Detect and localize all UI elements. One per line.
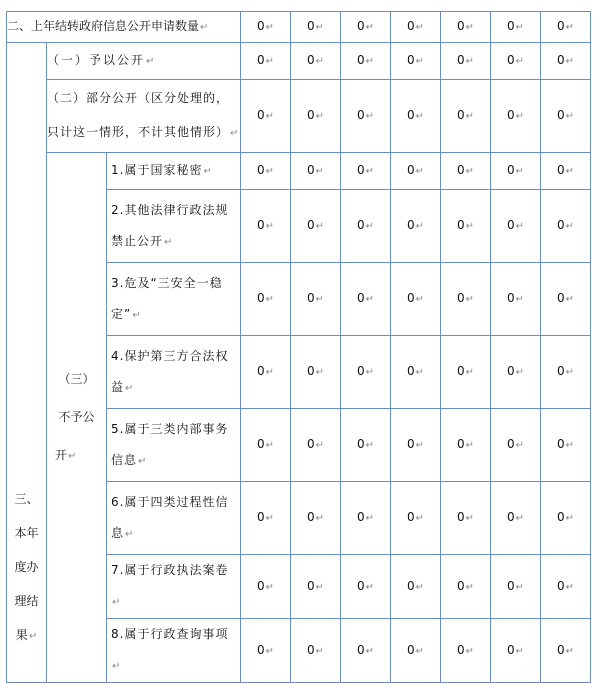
value-cell: 0↵: [291, 80, 341, 153]
value-cell: 0↵: [241, 43, 291, 80]
value-cell: 0↵: [491, 43, 541, 80]
not-disclosed-label-cell: （三） 不予公 开↵: [47, 153, 107, 683]
reason-label-3: 3.危及“三安全一稳 定”↵: [107, 263, 241, 336]
value-cell: 0↵: [241, 263, 291, 336]
value-cell: 0↵: [541, 555, 591, 619]
value-cell: 0↵: [441, 482, 491, 555]
value-cell: 0↵: [491, 619, 541, 683]
value-cell: 0↵: [391, 263, 441, 336]
value-cell: 0↵: [541, 482, 591, 555]
value-cell: 0↵: [541, 409, 591, 482]
value-cell: 0↵: [541, 12, 591, 43]
value-cell: 0↵: [341, 336, 391, 409]
reason-label-1: 1.属于国家秘密↵: [107, 153, 241, 190]
value-cell: 0↵: [541, 190, 591, 263]
table-row-partial: [7, 80, 591, 153]
value-cell: 0↵: [491, 482, 541, 555]
value-cell: 0↵: [491, 80, 541, 153]
value-cell: 0↵: [241, 153, 291, 190]
value-cell: 0↵: [341, 43, 391, 80]
value-cell: 0↵: [541, 263, 591, 336]
table-row-reason-1: [7, 153, 591, 190]
table-row-disclosed: [7, 43, 591, 80]
value-cell: 0↵: [241, 80, 291, 153]
item-label-partial: （二）部分公开（区分处理的， 只计这一情形，不计其他情形）↵: [47, 80, 241, 153]
value-cell: 0↵: [291, 619, 341, 683]
value-cell: 0↵: [441, 409, 491, 482]
value-cell: 0↵: [391, 190, 441, 263]
value-cell: 0↵: [441, 336, 491, 409]
reason-label-4: 4.保护第三方合法权 益↵: [107, 336, 241, 409]
value-cell: 0↵: [291, 43, 341, 80]
value-cell: 0↵: [241, 190, 291, 263]
reason-label-5: 5.属于三类内部事务 信息↵: [107, 409, 241, 482]
value-cell: 0↵: [541, 43, 591, 80]
value-cell: 0↵: [441, 153, 491, 190]
section3-label-cell: 三、 本年 度办 理结 果↵: [7, 43, 47, 683]
value-cell: 0↵: [391, 336, 441, 409]
value-cell: 0↵: [291, 555, 341, 619]
value-cell: 0↵: [391, 153, 441, 190]
value-cell: 0↵: [541, 619, 591, 683]
value-cell: 0↵: [341, 619, 391, 683]
value-cell: 0↵: [441, 190, 491, 263]
value-cell: 0↵: [441, 619, 491, 683]
value-cell: 0↵: [391, 80, 441, 153]
value-cell: 0↵: [291, 190, 341, 263]
value-cell: 0↵: [441, 43, 491, 80]
disclosure-table: [6, 11, 591, 683]
value-cell: 0↵: [291, 153, 341, 190]
value-cell: 0↵: [241, 12, 291, 43]
value-cell: 0↵: [291, 409, 341, 482]
item-label-disclosed: （一）予以公开↵: [47, 43, 241, 80]
value-cell: 0↵: [341, 409, 391, 482]
value-cell: 0↵: [541, 80, 591, 153]
value-cell: 0↵: [491, 12, 541, 43]
value-cell: 0↵: [241, 482, 291, 555]
value-cell: 0↵: [391, 619, 441, 683]
reason-label-8: 8.属于行政查询事项↵: [107, 619, 241, 683]
table-row-section2: [7, 12, 591, 43]
value-cell: 0↵: [341, 482, 391, 555]
section2-label-cell: 二、上年结转政府信息公开申请数量↵: [7, 12, 241, 43]
value-cell: 0↵: [491, 263, 541, 336]
reason-label-2: 2.其他法律行政法规 禁止公开↵: [107, 190, 241, 263]
value-cell: 0↵: [391, 43, 441, 80]
value-cell: 0↵: [241, 409, 291, 482]
value-cell: 0↵: [291, 12, 341, 43]
value-cell: 0↵: [541, 153, 591, 190]
value-cell: 0↵: [391, 409, 441, 482]
value-cell: 0↵: [341, 263, 391, 336]
value-cell: 0↵: [391, 482, 441, 555]
value-cell: 0↵: [541, 336, 591, 409]
value-cell: 0↵: [441, 12, 491, 43]
reason-label-6: 6.属于四类过程性信 息↵: [107, 482, 241, 555]
value-cell: 0↵: [341, 153, 391, 190]
value-cell: 0↵: [241, 336, 291, 409]
value-cell: 0↵: [391, 12, 441, 43]
value-cell: 0↵: [441, 263, 491, 336]
value-cell: 0↵: [291, 263, 341, 336]
value-cell: 0↵: [341, 80, 391, 153]
value-cell: 0↵: [391, 555, 441, 619]
value-cell: 0↵: [241, 619, 291, 683]
value-cell: 0↵: [441, 80, 491, 153]
value-cell: 0↵: [341, 555, 391, 619]
value-cell: 0↵: [491, 409, 541, 482]
value-cell: 0↵: [291, 336, 341, 409]
reason-label-7: 7.属于行政执法案卷↵: [107, 555, 241, 619]
value-cell: 0↵: [491, 153, 541, 190]
value-cell: 0↵: [491, 555, 541, 619]
value-cell: 0↵: [241, 555, 291, 619]
value-cell: 0↵: [341, 190, 391, 263]
value-cell: 0↵: [491, 336, 541, 409]
value-cell: 0↵: [441, 555, 491, 619]
value-cell: 0↵: [341, 12, 391, 43]
value-cell: 0↵: [491, 190, 541, 263]
value-cell: 0↵: [291, 482, 341, 555]
